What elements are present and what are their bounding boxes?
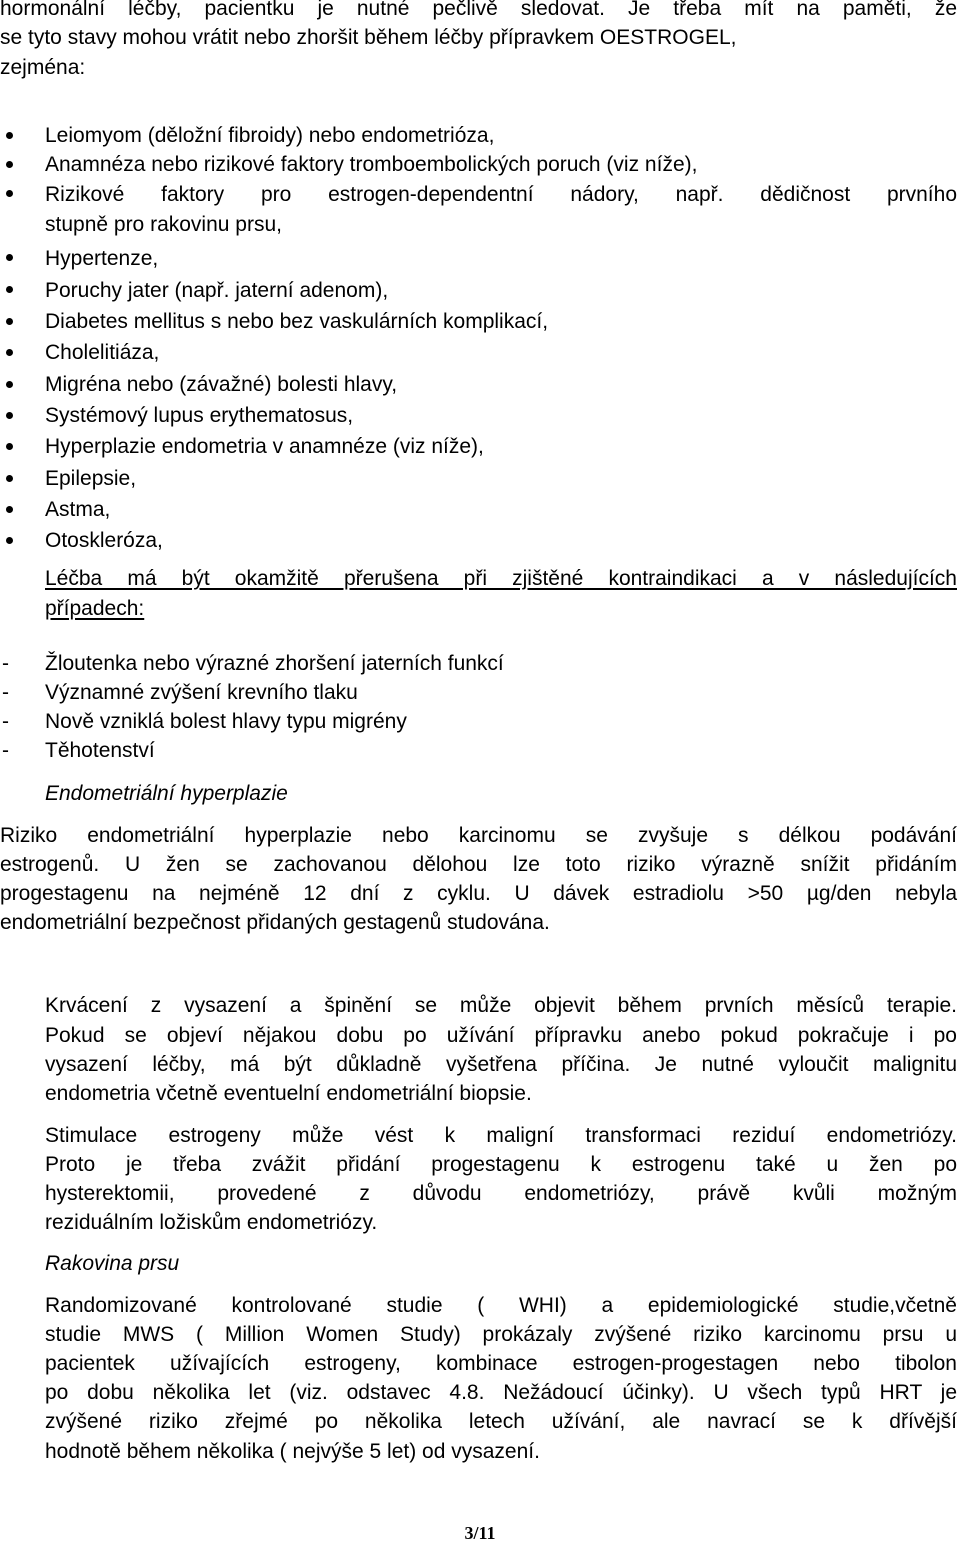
stop-treatment-heading-line-2: případech: [45,597,145,620]
bullet-icon [6,537,13,544]
bullet-icon [6,381,13,388]
list-item: Nově vzniklá bolest hlavy typu migrény [45,710,407,733]
intro-line-3: zejména: [0,56,86,79]
section-title-endometrial-hyperplasia: Endometriální hyperplazie [45,782,288,805]
paragraph-line: pacientek užívajících estrogeny, kombinace estrogen-progestagen nebo tibolon [45,1352,957,1375]
list-item: Leiomyom (děložní fibroidy) nebo endometrióza, [45,124,495,147]
paragraph-line: Randomizované kontrolované studie ( WHI) a epidemiologické studie,včetně [45,1294,957,1317]
bullet-icon [6,443,13,450]
paragraph-line: Pokud se objeví nějakou dobu po užívání přípravku anebo pokud pokračuje i po [45,1024,957,1047]
paragraph-line: hodnotě během několika ( nejvýše 5 let) od vysazení. [45,1440,540,1463]
list-item: Rizikové faktory pro estrogen-dependentní nádory, např. dědičnost prvního [45,183,957,206]
paragraph-line: estrogenů. U žen se zachovanou dělohou lze toto riziko výrazně snížit přidáním [0,853,957,876]
paragraph-line: vysazení léčby, má být důkladně vyšetřena příčina. Je nutné vyloučit malignitu [45,1053,957,1076]
paragraph-line: Proto je třeba zvážit přidání progestagenu k estrogenu také u žen po [45,1153,957,1176]
bullet-icon [6,190,13,197]
paragraph-line: po dobu několika let (viz. odstavec 4.8. Nežádoucí účinky). U všech typů HRT je [45,1381,957,1404]
list-item: Hypertenze, [45,247,159,270]
paragraph-line: studie MWS ( Million Women Study) prokázaly zvýšené riziko karcinomu prsu u [45,1323,957,1346]
list-item: Anamnéza nebo rizikové faktory tromboembolických poruch (viz níže), [45,153,698,176]
section-title-breast-cancer: Rakovina prsu [45,1252,180,1275]
bullet-icon [6,132,13,139]
list-item: Cholelitiáza, [45,341,160,364]
bullet-icon [6,412,13,419]
paragraph-line: Riziko endometriální hyperplazie nebo karcinomu se zvyšuje s délkou podávání [0,824,957,847]
list-item: Poruchy jater (např. jaterní adenom), [45,279,389,302]
paragraph-line: endometriální bezpečnost přidaných gestagenů studována. [0,911,550,934]
intro-line-2: se tyto stavy mohou vrátit nebo zhoršit během léčby přípravkem OESTROGEL, [0,26,737,49]
dash-marker: - [2,739,9,762]
list-item: Astma, [45,498,111,521]
paragraph-line: Stimulace estrogeny může vést k maligní transformaci reziduí endometriózy. [45,1124,957,1147]
dash-marker: - [2,681,9,704]
intro-line-1: hormonální léčby, pacientku je nutné pečlivě sledovat. Je třeba mít na paměti, že [0,0,957,20]
list-item: Hyperplazie endometria v anamnéze (viz níže), [45,435,484,458]
bullet-icon [6,254,13,261]
list-item: Systémový lupus erythematosus, [45,404,354,427]
page-number: 3/11 [464,1523,496,1543]
bullet-icon [6,349,13,356]
list-item: Diabetes mellitus s nebo bez vaskulárních komplikací, [45,310,549,333]
dash-marker: - [2,710,9,733]
bullet-icon [6,475,13,482]
paragraph-line: hysterektomii, provedené z důvodu endometriózy, právě kvůli možným [45,1182,957,1205]
list-item: Epilepsie, [45,467,137,490]
list-item-continuation: stupně pro rakovinu prsu, [45,213,282,236]
paragraph-line: Krvácení z vysazení a špinění se může objevit během prvních měsíců terapie. [45,994,957,1017]
list-item: Otoskleróza, [45,529,163,552]
list-item: Migréna nebo (závažné) bolesti hlavy, [45,373,398,396]
list-item: Žloutenka nebo výrazné zhoršení jaterních funkcí [45,652,504,675]
stop-treatment-heading-line-1: Léčba má být okamžitě přerušena při zjištěné kontraindikaci a v následujících [45,567,957,590]
paragraph-line: progestagenu na nejméně 12 dní z cyklu. U dávek estradiolu >50 µg/den nebyla [0,882,957,905]
bullet-icon [6,161,13,168]
paragraph-line: zvýšené riziko zřejmé po několika letech užívání, ale navrací se k dřívější [45,1410,957,1433]
list-item: Těhotenství [45,739,155,762]
paragraph-line: endometria včetně eventuelní endometriální biopsie. [45,1082,532,1105]
bullet-icon [6,286,13,293]
dash-marker: - [2,652,9,675]
bullet-icon [6,318,13,325]
paragraph-line: reziduálním ložiskům endometriózy. [45,1211,378,1234]
bullet-icon [6,506,13,513]
list-item: Významné zvýšení krevního tlaku [45,681,358,704]
